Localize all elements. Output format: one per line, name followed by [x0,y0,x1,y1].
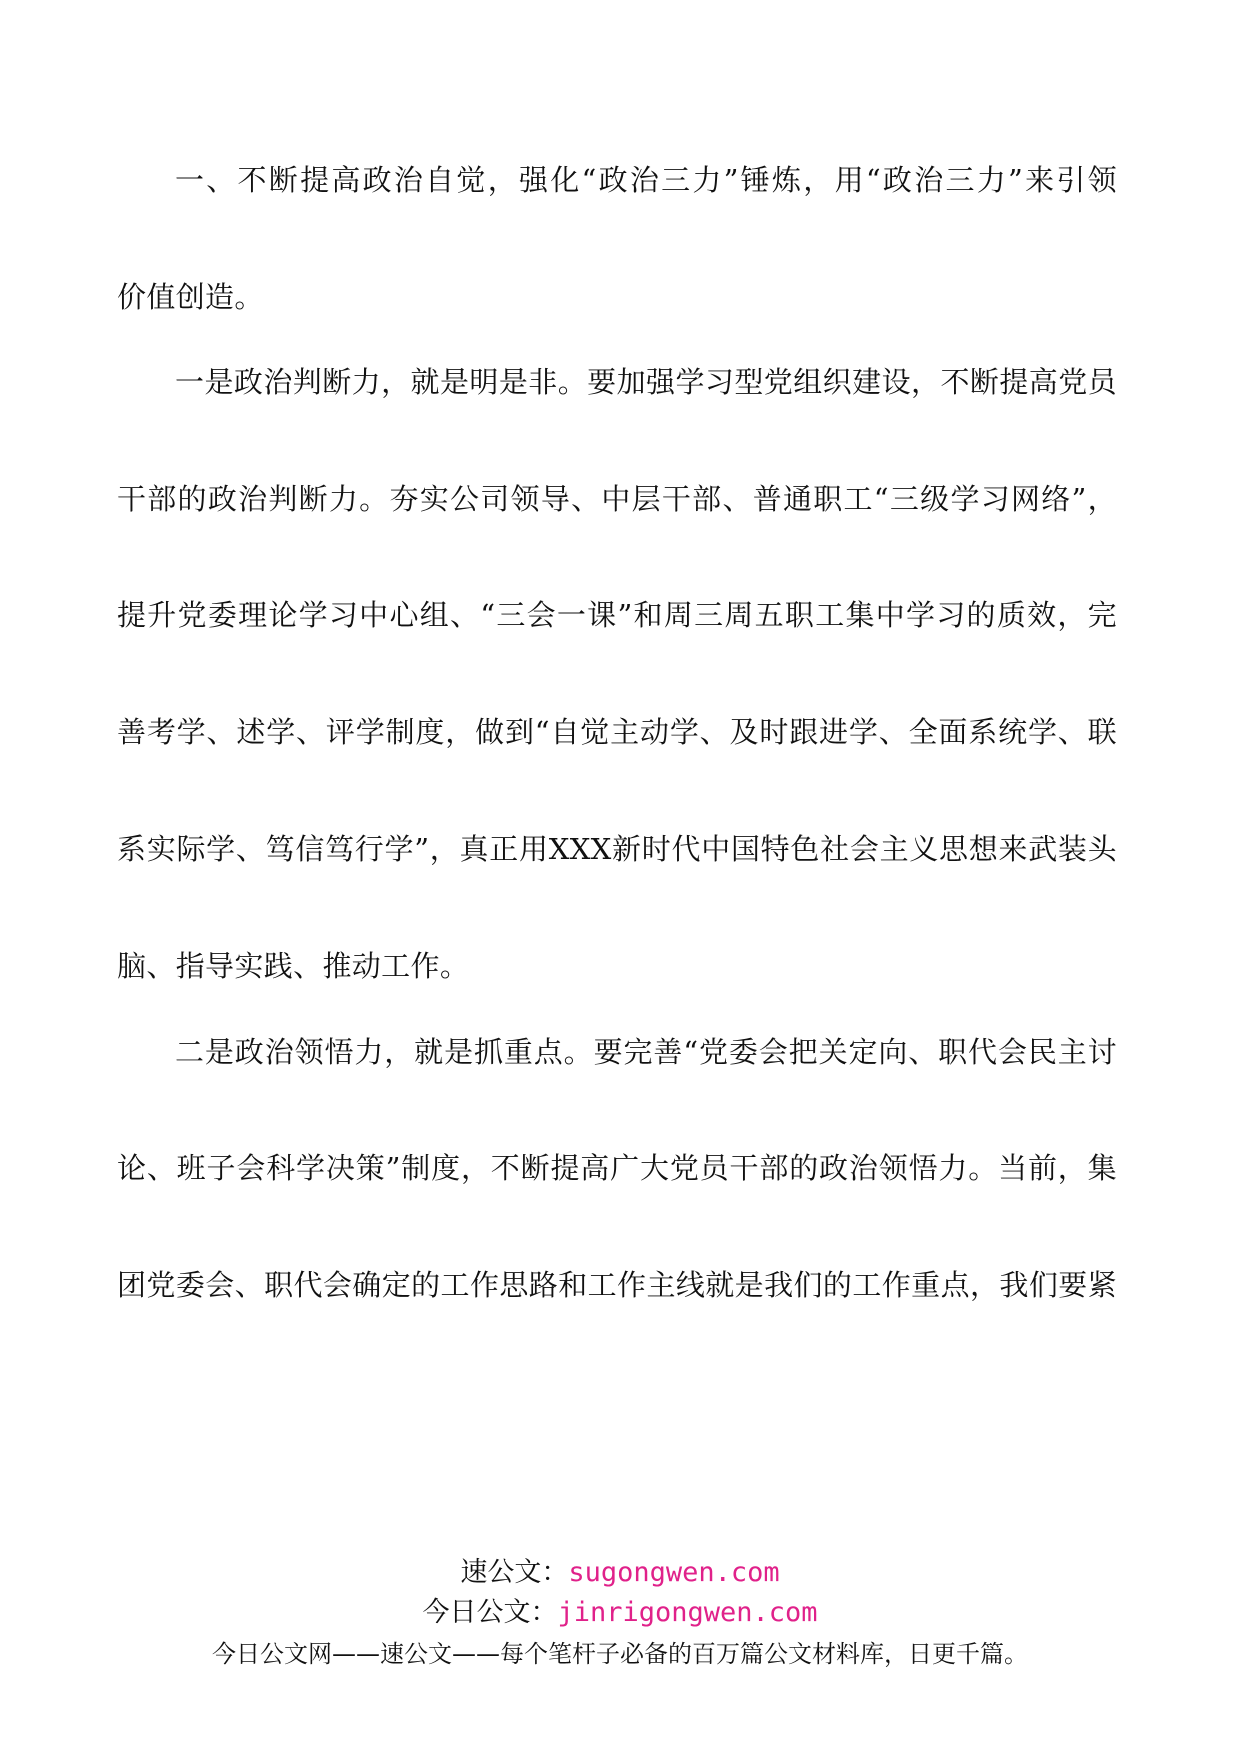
paragraph-line: 一、不断提高政治自觉，强化“政治三力”锤炼，用“政治三力”来引领 [175,163,1117,197]
footer-jinrigongwen-label: 今日公文： [422,1597,558,1628]
paragraph-line: 脑、指导实践、推动工作。 [117,949,470,983]
footer-sugongwen [0,1555,1240,1591]
paragraph-line: 善考学、述学、评学制度，做到“自觉主动学、及时跟进学、全面系统学、联 [117,715,1117,749]
paragraph-line: 二是政治领悟力，就是抓重点。要完善“党委会把关定向、职代会民主讨 [175,1035,1117,1069]
paragraph-line: 一是政治判断力，就是明是非。要加强学习型党组织建设，不断提高党员 [175,365,1117,399]
paragraph-line: 团党委会、职代会确定的工作思路和工作主线就是我们的工作重点，我们要紧 [117,1268,1117,1302]
footer-tagline: 今日公文网——速公文——每个笔杆子必备的百万篇公文材料库，日更千篇。 [212,1640,1028,1668]
paragraph-line: 干部的政治判断力。夯实公司领导、中层干部、普通职工“三级学习网络”， [117,482,1117,516]
footer-sugongwen-label: 速公文： [460,1557,569,1588]
paragraph-line: 论、班子会科学决策”制度，不断提高广大党员干部的政治领悟力。当前，集 [117,1151,1117,1185]
footer-sugongwen-link[interactable]: sugongwen.com [568,1557,780,1588]
paragraph-line: 提升党委理论学习中心组、“三会一课”和周三周五职工集中学习的质效，完 [117,598,1117,632]
footer-jinrigongwen-link[interactable]: jinrigongwen.com [557,1597,818,1628]
paragraph-line: 价值创造。 [117,280,264,314]
paragraph-line: 系实际学、笃信笃行学”，真正用XXX新时代中国特色社会主义思想来武装头 [117,832,1117,866]
footer-jinrigongwen [0,1595,1240,1631]
